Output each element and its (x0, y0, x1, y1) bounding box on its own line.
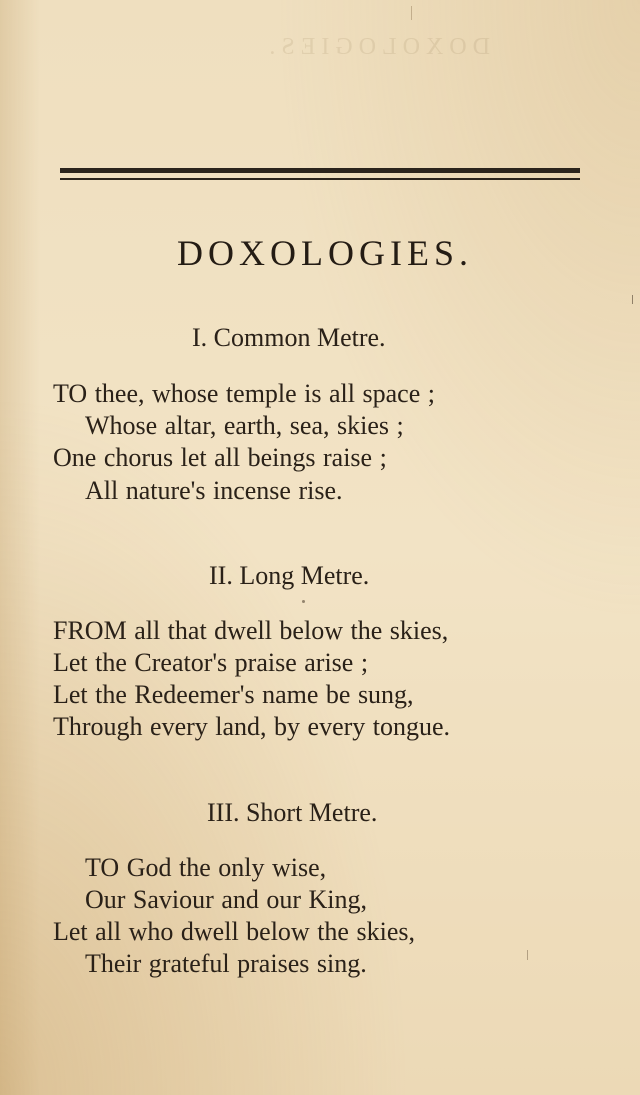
verse-line: Let the Creator's praise arise ; (53, 648, 369, 677)
page-heading: DOXOLOGIES. (177, 233, 473, 273)
verse-line: Let all who dwell below the skies, (53, 917, 415, 946)
paper-speck (411, 6, 412, 20)
section-title-common-metre: I. Common Metre. (192, 323, 386, 352)
verse-line: Whose altar, earth, sea, skies ; (85, 411, 404, 440)
verse-line: TO thee, whose temple is all space ; (53, 379, 435, 408)
header-rule-thin (60, 178, 580, 180)
header-rule-thick (60, 168, 580, 173)
verse-line: Our Saviour and our King, (85, 885, 368, 914)
verse-line: Let the Redeemer's name be sung, (53, 680, 414, 709)
verse-line: TO God the only wise, (85, 853, 327, 882)
verse-line: One chorus let all beings raise ; (53, 443, 387, 472)
section-title-long-metre: II. Long Metre. (209, 561, 370, 590)
paper-speck (527, 950, 528, 960)
paper-speck (632, 295, 633, 304)
bleed-through-running-head: DOXOLOGIES. (263, 34, 490, 60)
verse-line: All nature's incense rise. (85, 476, 343, 505)
section-title-short-metre: III. Short Metre. (207, 798, 378, 827)
verse-line: FROM all that dwell below the skies, (53, 616, 449, 645)
verse-line: Their grateful praises sing. (85, 949, 367, 978)
paper-speck (302, 600, 305, 603)
verse-line: Through every land, by every tongue. (53, 712, 451, 741)
